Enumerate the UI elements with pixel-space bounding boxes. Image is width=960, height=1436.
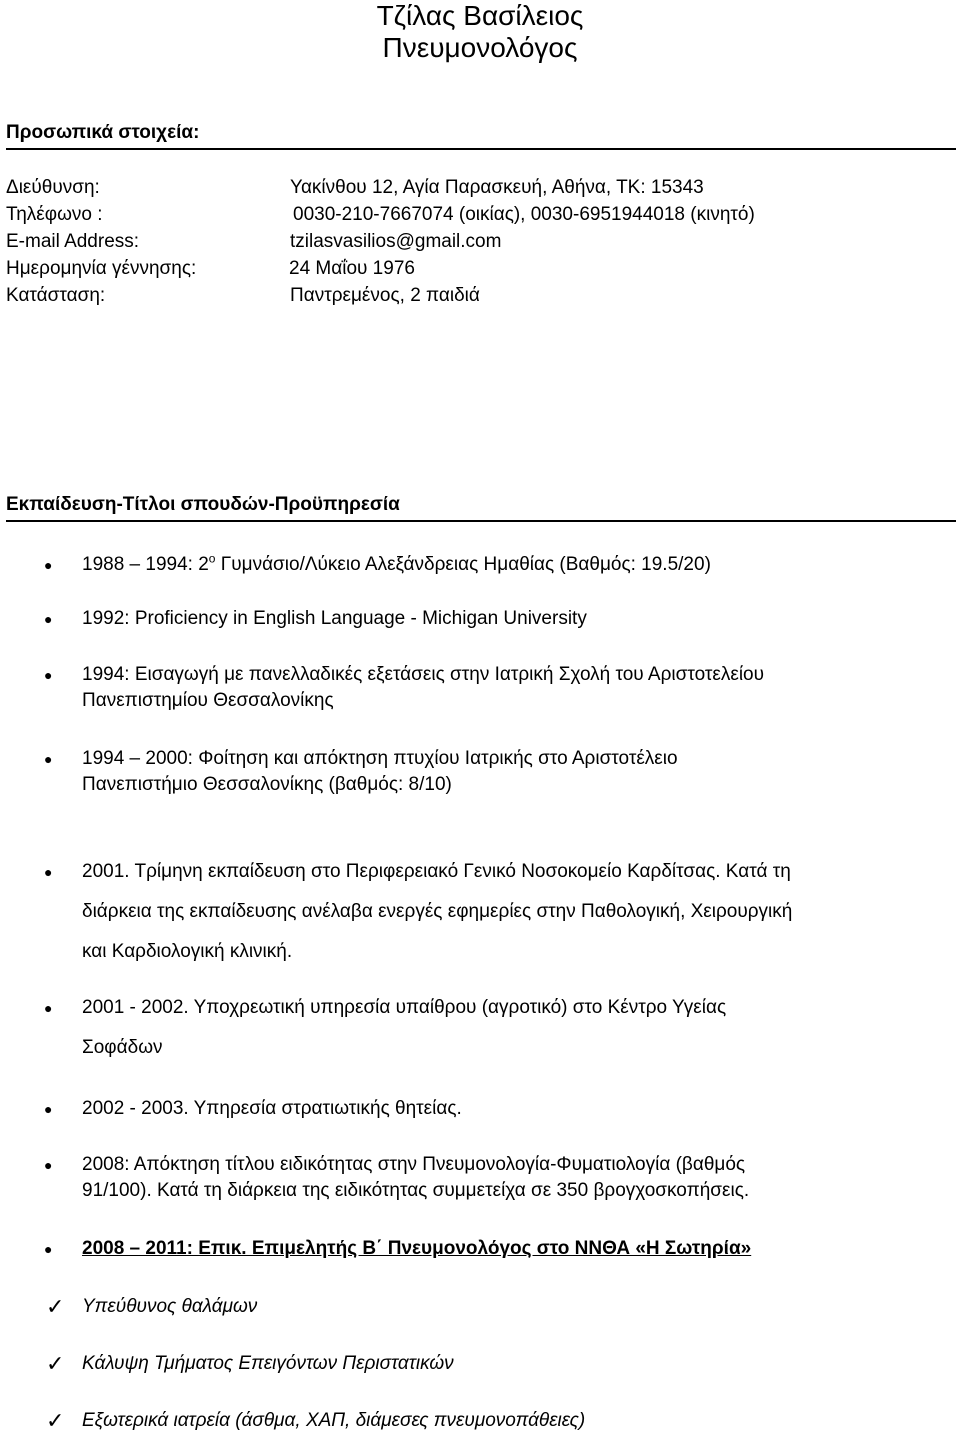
info-value: Παντρεμένος, 2 παιδιά xyxy=(290,285,480,306)
info-value: 24 Μαΐου 1976 xyxy=(289,258,415,279)
bullet-icon: ● xyxy=(44,667,53,683)
bullet-icon: ● xyxy=(44,611,53,627)
bullet-icon: ● xyxy=(44,1101,53,1117)
list-item: ● 2001. Τρίμηνη εκπαίδευση στο Περιφερειακό Γενικό Νοσοκομείο Καρδίτσας. Κατά τη διάρκεια της εκπαίδευσης ανέλαβα ενεργές εφημερίες στην Παθολογική, Χειρουργική και Καρδιολογική κλινική. xyxy=(82,852,952,972)
personal-info-rule xyxy=(6,148,956,150)
list-item: ● 1994: Εισαγωγή με πανελλαδικές εξετάσεις στην Ιατρική Σχολή του Αριστοτελείου Πανεπιστημίου Θεσσαλονίκης xyxy=(44,664,765,711)
bullet-icon: ● xyxy=(44,1157,53,1173)
info-label: Διεύθυνση: xyxy=(6,177,100,198)
list-item: ● 2008: Απόκτηση τίτλου ειδικότητας στην Πνευμονολογία-Φυματιολογία (βαθμός 91/100). Κατά τη διάρκεια της ειδικότητας συμμετείχα σε 350 βρογχοσκοπήσεις. xyxy=(44,1154,750,1201)
bullet-icon: ● xyxy=(44,1241,53,1257)
checkmark-icon: ✓ xyxy=(46,1351,65,1376)
list-item: ● 1994 – 2000: Φοίτηση και απόκτηση πτυχίου Ιατρικής στο Αριστοτέλειο Πανεπιστήμιο Θεσσαλονίκης (βαθμός: 8/10) xyxy=(44,748,678,795)
info-label: E-mail Address: xyxy=(6,231,140,252)
info-label: Κατάσταση: xyxy=(6,285,106,306)
info-value: 0030-210-7667074 (οικίας), 0030-6951944018 (κινητό) xyxy=(293,204,755,225)
checkmark-icon: ✓ xyxy=(46,1294,65,1319)
bullet-icon: ● xyxy=(44,751,53,767)
info-value: tzilasvasilios@gmail.com xyxy=(290,231,502,252)
info-value: Υακίνθου 12, Αγία Παρασκευή, Αθήνα, ΤΚ: 15343 xyxy=(290,177,704,198)
list-item: ● 2002 - 2003. Υπηρεσία στρατιωτικής θητείας. xyxy=(82,1096,952,1122)
duty-item: ✓ Υπεύθυνος θαλάμων xyxy=(46,1294,258,1319)
list-item: ● 1988 – 1994: $2^o$ Γυμνάσιο/Λύκειο Αλεξάνδρειας Ημαθίας (Βαθμός: 19.5/20) xyxy=(82,552,952,578)
education-rule xyxy=(6,520,956,522)
list-item: ● 2001 - 2002. Υποχρεωτική υπηρεσία υπαίθρου (αγροτικό) στο Κέντρο Υγείας Σοφάδων xyxy=(82,988,952,1068)
duty-item: ✓ Κάλυψη Τμήματος Επειγόντων Περιστατικών xyxy=(46,1351,454,1376)
list-item: ● 1992: Proficiency in English Language - Michigan University xyxy=(82,606,952,632)
duty-item: ✓ Εξωτερικά ιατρεία (άσθμα, ΧΑΠ, διάμεσες πνευμονοπάθειες) xyxy=(46,1408,586,1433)
bullet-icon: ● xyxy=(44,1000,53,1016)
education-heading: Εκπαίδευση-Τίτλοι σπουδών-Προϋπηρεσία xyxy=(6,494,400,515)
personal-info-heading: Προσωπικά στοιχεία: xyxy=(6,122,200,143)
bullet-icon: ● xyxy=(44,557,53,573)
info-label: Τηλέφωνο : xyxy=(6,204,103,225)
cv-title-block xyxy=(0,0,960,64)
bullet-icon: ● xyxy=(44,864,53,880)
checkmark-icon: ✓ xyxy=(46,1408,65,1433)
person-profession: Πνευμονολόγος xyxy=(382,32,578,63)
person-name: Τζίλας Βασίλειος xyxy=(376,0,584,31)
list-item-current-position: ● 2008 – 2011: Επικ. Επιμελητής Β΄ Πνευμονολόγος στο ΝΝΘΑ «Η Σωτηρία» xyxy=(82,1236,952,1262)
info-label: Ημερομηνία γέννησης: xyxy=(6,258,197,279)
